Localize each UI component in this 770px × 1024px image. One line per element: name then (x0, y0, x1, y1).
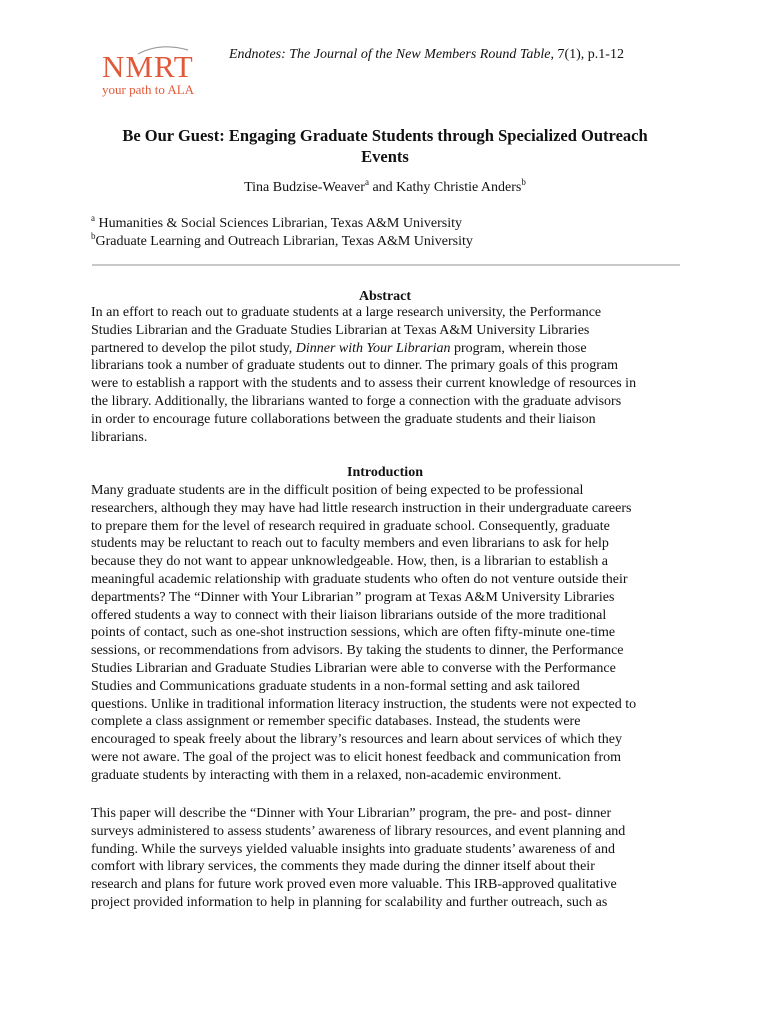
abstract-heading: Abstract (358, 289, 412, 304)
text-line: In an effort to reach out to graduate students at a large research university, the Performance (91, 305, 602, 320)
affiliation-text: Humanities & Social Sciences Librarian, Texas A&M University (95, 216, 462, 231)
text-line: meaningful academic relationship with graduate students who often do not venture outside their (91, 571, 628, 587)
author-joiner: and (368, 180, 397, 195)
text-line: Studies and Communications graduate students in a non-formal setting and ask tailored (91, 678, 580, 694)
affiliation-sup: a (91, 213, 95, 223)
author-sup: a (364, 177, 369, 187)
text-line: sessions, or recommendations from advisors. By taking the students to dinner, the Performance (91, 643, 624, 659)
text-line: researchers, although they may have had little research instruction in their undergraduate careers (91, 500, 632, 516)
text-line: points of contact, such as one-shot instruction sessions, which are often fifty-minute one-time (91, 625, 616, 641)
text-line: students may be reluctant to reach out to faculty members and even librarians to ask for help (91, 536, 609, 552)
introduction-paragraph-2 (91, 805, 683, 912)
divider (92, 264, 680, 266)
text-line (91, 340, 683, 358)
text-run: departments? The “Dinner with Your Librarian (91, 589, 354, 605)
article-title (92, 125, 678, 167)
logo-wordmark: NMRT (102, 49, 194, 84)
text-run: partnered to develop the pilot study, (91, 340, 296, 356)
text-line: surveys administered to assess students’ awareness of library resources, and event planning and (91, 823, 626, 839)
title-line: Be Our Guest: Engaging Graduate Students through Specialized Outreach (122, 126, 648, 145)
affiliation-sup: b (91, 231, 96, 241)
text-line: This paper will describe the “Dinner with Your Librarian” program, the pre- and post- dinner (91, 806, 612, 821)
journal-citation (229, 47, 624, 63)
text-line: research and plans for future work proved even more valuable. This IRB-approved qualitative (91, 877, 617, 893)
introduction-paragraph-1 (91, 482, 683, 785)
text-line: the library. Additionally, the librarians wanted to forge a connection with the graduate advisors (91, 393, 622, 409)
text-line: offered students a way to connect with their liaison librarians outside of the more traditional (91, 607, 607, 623)
text-line: in order to encourage future collaborations between the graduate students and their liaison (91, 411, 596, 427)
text-line: comfort with library services, the comments they made during the dinner itself about their (91, 859, 595, 875)
affiliation-text: Graduate Learning and Outreach Librarian, Texas A&M University (95, 234, 473, 249)
text-line: were not aware. The goal of the project was to elicit honest feedback and communication from (91, 749, 621, 765)
text-line: because they do not want to appear unknowledgeable. How, then, is a librarian to establish a (91, 554, 608, 570)
author-line (92, 177, 678, 196)
text-line: librarians. (91, 429, 148, 445)
text-line: complete a class assignment or remember specific databases. Instead, the students were (91, 714, 581, 730)
text-line: questions. Unlike in traditional information literacy instruction, the students were not expected to (91, 696, 637, 712)
text-run: program at Texas A&M University Libraries (361, 589, 615, 605)
text-line: Studies Librarian and the Graduate Studies Librarian at Texas A&M University Libraries (91, 322, 590, 338)
author-sup: b (521, 177, 526, 187)
author-name: Tina Budzise-Weaver (244, 180, 365, 195)
text-line: Many graduate students are in the difficult position of being expected to be professional (91, 483, 584, 498)
text-line: librarians took a number of graduate students out to dinner. The primary goals of this program (91, 358, 618, 374)
journal-volume: , 7(1), p.1-12 (550, 47, 624, 62)
text-run: program, wherein those (450, 340, 587, 356)
program-name-italic: Dinner with Your Librarian (295, 340, 451, 356)
author-name: Kathy Christie Anders (396, 180, 522, 195)
italic-quote: ” (353, 589, 362, 605)
nmrt-logo (98, 42, 198, 104)
text-line: were to establish a rapport with the students and to assess their current knowledge of resources in (91, 376, 637, 392)
text-line: to prepare them for the level of research required in graduate school. Consequently, graduate (91, 518, 610, 534)
text-line: Studies Librarian and Graduate Studies Librarian were able to converse with the Performance (91, 660, 616, 676)
affiliation (91, 213, 462, 232)
text-line: project provided information to help in planning for scalability and further outreach, such as (91, 894, 608, 910)
introduction-heading: Introduction (347, 465, 423, 480)
text-line: graduate students by interacting with them in a relaxed, non-academic environment. (91, 767, 562, 783)
logo-tagline: your path to ALA (102, 82, 195, 97)
text-line: encouraged to speak freely about the library’s resources and learn about services of which they (91, 732, 623, 748)
affiliation (91, 231, 473, 250)
text-line: funding. While the surveys yielded valuable insights into graduate students’ awareness of and (91, 841, 615, 857)
abstract-paragraph (91, 304, 683, 446)
title-line: Events (361, 147, 409, 166)
text-line (91, 589, 683, 607)
journal-name: Endnotes: The Journal of the New Members Round Table (229, 47, 551, 62)
